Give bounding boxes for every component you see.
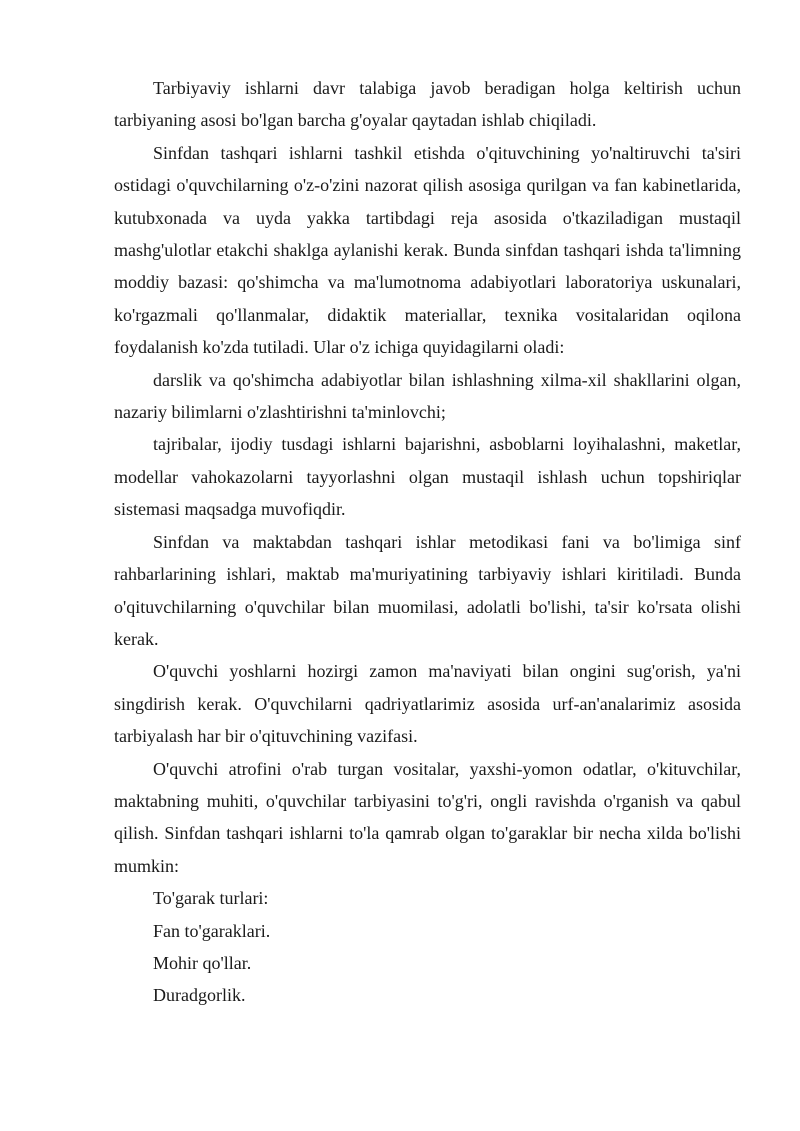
- list-item: To'garak turlari:: [153, 888, 269, 909]
- paragraph: Sinfdan tashqari ishlarni tashkil etishda o'qituvchining yo'naltiruvchi ta'siri ostidagi o'quvchilarning o'z-o'zini nazorat qilish asosiga qurilgan va fan kabinetlarida, kutubxonada va uyda yakka tartibdagi reja asosida o'tkaziladigan mustaqil mashg'ulotlar etakchi shaklga aylanishi kerak. Bunda sinfdan tashqari ishda ta'limning moddiy bazasi: qo'shimcha va ma'lumotnoma adabiyotlari laboratoriya uskunalari, ko'rgazmali qo'llanmalar, didaktik materiallar, texnika vositalaridan oqilona foydalanish ko'zda tutiladi. Ular o'z ichiga quyidagilarni oladi:: [114, 142, 741, 358]
- paragraph: O'quvchi atrofini o'rab turgan vositalar, yaxshi-yomon odatlar, o'kituvchilar, maktabning muhiti, o'quvchilar tarbiyasini to'g'ri, ongli ravishda o'rganish va qabul qilish. Sinfdan tashqari ishlarni to'la qamrab olgan to'garaklar bir necha xilda bo'lishi mumkin:: [114, 758, 741, 876]
- document-page: [114, 72, 741, 1012]
- paragraph: darslik va qo'shimcha adabiyotlar bilan ishlashning xilma-xil shakllarini olgan, nazariy bilimlarni o'zlashtirishni ta'minlovchi;: [114, 369, 741, 423]
- paragraph: O'quvchi yoshlarni hozirgi zamon ma'naviyati bilan ongini sug'orish, ya'ni singdirish kerak. O'quvchilarni qadriyatlarimiz asosida urf-an'analarimiz asosida tarbiyalash har bir o'qituvchining vazifasi.: [114, 661, 741, 747]
- list-item: Mohir qo'llar.: [153, 952, 252, 973]
- paragraph: tajribalar, ijodiy tusdagi ishlarni bajarishni, asboblarni loyihalashni, maketlar, modellar vahokazolarni tayyorlashni olgan mustaqil ishlash uchun topshiriqlar sistemasi maqsadga muvofiqdir.: [114, 434, 741, 520]
- list-item: Fan to'garaklari.: [153, 920, 271, 941]
- list-item: Duradgorlik.: [153, 985, 246, 1006]
- paragraph: Tarbiyaviy ishlarni davr talabiga javob beradigan holga keltirish uchun tarbiyaning asosi bo'lgan barcha g'oyalar qaytadan ishlab chiqiladi.: [114, 78, 741, 131]
- paragraph: Sinfdan va maktabdan tashqari ishlar metodikasi fani va bo'limiga sinf rahbarlarining ishlari, maktab ma'muriyatining tarbiyaviy ishlari kiritiladi. Bunda o'qituvchilarning o'quvchilar bilan muomilasi, adolatli bo'lishi, ta'sir ko'rsata olishi kerak.: [114, 531, 741, 649]
